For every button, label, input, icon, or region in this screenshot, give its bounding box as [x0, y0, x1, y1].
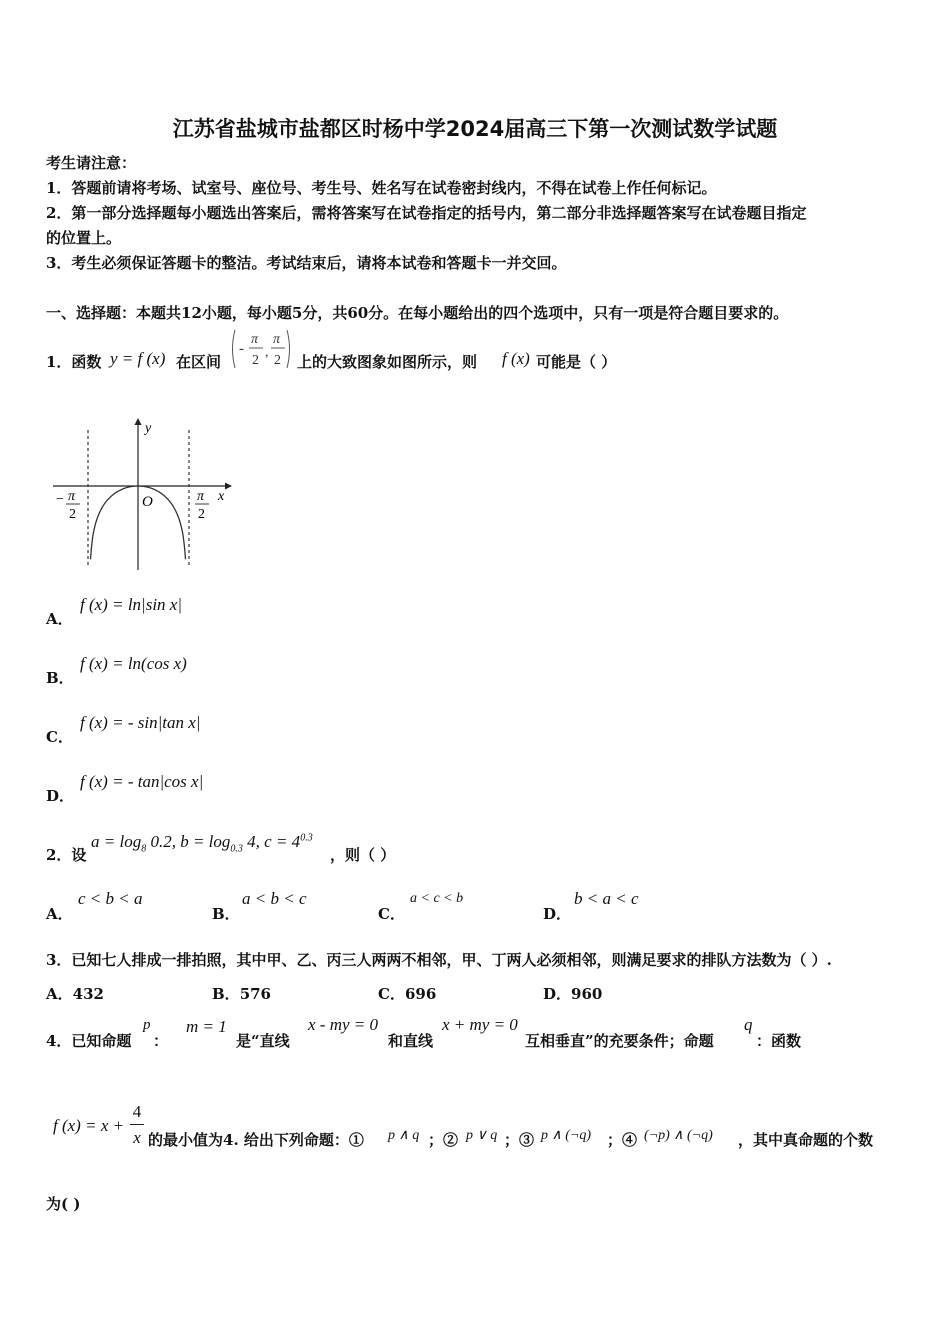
left-tick-two: 2 — [69, 507, 76, 522]
q2-option-b: a < b < c — [242, 889, 307, 908]
interval-comma: , — [265, 345, 269, 360]
q4-q: q — [744, 1015, 753, 1034]
y-axis-arrow — [135, 418, 142, 425]
q2-text: ，则（ ） — [330, 846, 396, 864]
interval-two: 2 — [252, 353, 259, 368]
q1-option-c-label: C． — [46, 728, 73, 746]
q4-text: ：函数 — [756, 1032, 802, 1050]
origin-label: O — [142, 494, 153, 510]
q1-option-d-label: D． — [46, 787, 75, 805]
interval-two: 2 — [274, 353, 281, 368]
q4-frac-bar — [130, 1124, 144, 1125]
notice-item: 1．答题前请将考场、试室号、座位号、考生号、姓名写在试卷密封线内，不得在试卷上作任何标记。 — [46, 179, 717, 197]
q4-number: 4．已知命题 — [46, 1032, 132, 1050]
q4-sep: ；④ — [607, 1131, 638, 1149]
q1-graph — [50, 412, 235, 577]
q2-option-b-label: B． — [212, 905, 240, 923]
q4-text: 互相垂直”的充要条件；命题 — [525, 1032, 714, 1050]
x-axis-arrow — [225, 483, 232, 490]
q4-frac-den: x — [133, 1128, 141, 1147]
left-tick-pi: π — [68, 489, 76, 504]
page-title: 江苏省盐城市盐都区时杨中学2024届高三下第一次测试数学试题 — [172, 117, 778, 141]
q4-condition: m = 1 — [186, 1017, 227, 1036]
q1-option-b: f (x) = ln(cos x) — [80, 654, 187, 673]
right-tick-pi: π — [197, 489, 205, 504]
q4-text: ，其中真命题的个数 — [738, 1131, 874, 1149]
q2-expression: $a = \log_8 0.2$, $b = \log_{0.3} 4$, $c = 4^{0.3}$ — [91, 832, 313, 855]
q2-option-d-label: D． — [543, 905, 572, 923]
q1-function: f (x) — [502, 349, 530, 368]
notice-item: 的位置上。 — [46, 229, 122, 247]
interval-minus: - — [239, 341, 244, 357]
q2-option-c: a < c < b — [410, 891, 464, 906]
notice-heading: 考生请注意： — [46, 154, 137, 172]
q1-function: y = f (x) — [110, 349, 166, 368]
q1-interval — [229, 326, 293, 372]
q1-text: 在区间 — [176, 353, 222, 371]
q4-text: 和直线 — [388, 1032, 434, 1050]
q3-option-b: B．576 — [212, 985, 271, 1003]
q3-option-a: A．432 — [46, 985, 104, 1003]
q2-option-c-label: C． — [378, 905, 405, 923]
q4-sep: ；② — [428, 1131, 459, 1149]
q3-option-c: C．696 — [378, 985, 437, 1003]
notice-item: 3．考生必须保证答题卡的整洁。考试结束后，请将本试卷和答题卡一并交回。 — [46, 254, 567, 272]
q4-text: 是“直线 — [236, 1032, 290, 1050]
q3-option-d: D．960 — [543, 985, 603, 1003]
q4-prop3: p ∧ (¬q) — [541, 1128, 592, 1143]
q4-function: f (x) = x + — [53, 1116, 125, 1135]
q4-text: 的最小值为4. 给出下列命题：① — [148, 1131, 364, 1149]
q4-text: 为( ) — [46, 1195, 81, 1213]
q4-prop2: p ∨ q — [466, 1128, 498, 1143]
q1-option-a: f (x) = ln|sin x| — [80, 595, 183, 614]
q2-number: 2．设 — [46, 846, 87, 864]
q1-text: 上的大致图象如图所示，则 — [297, 353, 478, 371]
section-heading: 一、选择题：本题共12小题，每小题5分，共60分。在每小题给出的四个选项中，只有一项是符合题目要求的。 — [46, 304, 789, 322]
q4-p: p — [143, 1017, 151, 1033]
q1-option-b-label: B． — [46, 669, 74, 687]
q4-colon: ： — [153, 1032, 169, 1050]
q1-option-a-label: A． — [46, 610, 73, 628]
q3-text: 3．已知七人排成一排拍照，其中甲、乙、丙三人两两不相邻，甲、丁两人必须相邻，则满足要求的排队方法数为（ ）. — [46, 951, 832, 969]
q1-option-c: f (x) = - sin|tan x| — [80, 713, 201, 732]
left-tick-sign: − — [56, 492, 64, 507]
right-tick-two: 2 — [198, 507, 205, 522]
interval-pi: π — [273, 332, 281, 347]
x-axis-label: x — [218, 489, 225, 504]
q1-text: 可能是（ ） — [536, 353, 617, 371]
q2-option-a-label: A． — [46, 905, 73, 923]
q4-line2: x + my = 0 — [442, 1015, 518, 1034]
q1-option-d: f (x) = - tan|cos x| — [80, 772, 204, 791]
q4-frac-num: 4 — [132, 1102, 142, 1121]
interval-pi: π — [251, 332, 259, 347]
q2-option-d: b < a < c — [574, 889, 639, 908]
q4-prop1: p ∧ q — [388, 1128, 420, 1143]
notice-item: 2．第一部分选择题每小题选出答案后，需将答案写在试卷指定的括号内，第二部分非选择题答案写在试卷题目指定 — [46, 204, 807, 222]
q4-line1: x - my = 0 — [308, 1015, 379, 1034]
q2-option-a: c < b < a — [78, 889, 143, 908]
q4-prop4: (¬p) ∧ (¬q) — [644, 1128, 713, 1143]
y-axis-label: y — [145, 421, 152, 436]
q1-number: 1．函数 — [46, 353, 102, 371]
q4-sep: ；③ — [504, 1131, 535, 1149]
